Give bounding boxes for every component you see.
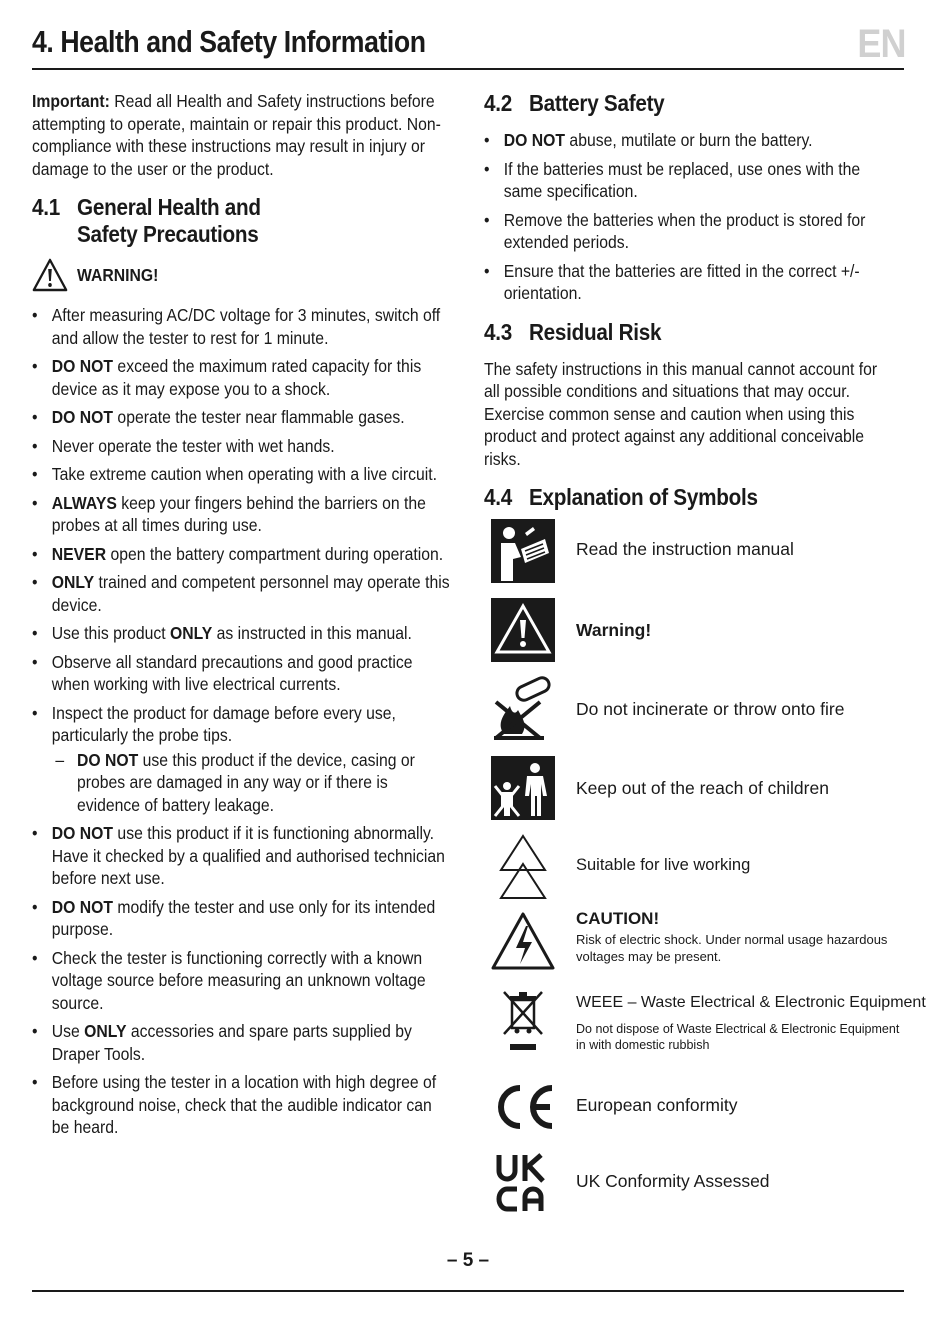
list-item (484, 158, 894, 203)
item-emphasis: DO NOT (503, 130, 566, 150)
caution-line-1: Risk of electric shock. Under normal usage hazardous (576, 931, 888, 947)
symbol-row-ukca (484, 1150, 770, 1216)
caution-text-block (576, 908, 887, 965)
item-text: Remove the batteries when the product is stored for extended periods. (503, 209, 866, 252)
section-title: General Health and Safety Precautions (77, 194, 261, 247)
section-4-2-heading (484, 90, 894, 117)
section-number: 4.4 (484, 484, 512, 510)
precautions-list (32, 304, 450, 1139)
symbol-label: Do not incinerate or throw onto fire (576, 699, 845, 719)
intro-paragraph (32, 90, 450, 180)
read-manual-icon (491, 519, 555, 583)
section-number: 4.1 (32, 194, 60, 220)
item-text: as instructed in this manual. (212, 623, 412, 643)
list-item (484, 209, 894, 254)
warning-triangle-icon (32, 258, 68, 292)
list-item (32, 492, 450, 537)
ukca-mark-icon (493, 1151, 553, 1215)
item-text: exceed the maximum rated capacity for this device as it may expose you to a shock. (51, 356, 422, 399)
list-item (32, 947, 450, 1015)
list-item (32, 406, 450, 429)
section-4-3-heading (484, 319, 894, 346)
item-text: Before using the tester in a location with high degree of background noise, check that the audible indicator can be heard. (51, 1072, 437, 1137)
bottom-divider (32, 1290, 904, 1292)
item-text: modify the tester and use only for its intended purpose. (51, 896, 436, 939)
symbol-label: Keep out of the reach of children (576, 778, 829, 798)
section-number: 4.3 (484, 318, 512, 345)
item-emphasis: DO NOT (51, 407, 114, 427)
list-item (484, 129, 894, 152)
ce-mark-icon (490, 1082, 556, 1132)
item-emphasis: DO NOT (51, 896, 114, 917)
caution-title: CAUTION! (576, 909, 660, 928)
top-divider (32, 68, 904, 70)
item-text: After measuring AC/DC voltage for 3 minutes, switch off and allow the tester to rest for 1 minute. (51, 305, 441, 348)
section-4-4-heading (484, 484, 894, 511)
item-text: Observe all standard precautions and good practice when working with live electrical currents. (51, 651, 413, 694)
item-text: Check the tester is functioning correctly with a known voltage source before measuring an unknown voltage source. (51, 947, 426, 1013)
battery-safety-list (484, 129, 894, 305)
list-item (32, 571, 450, 616)
item-text: accessories and spare parts supplied by Draper Tools. (51, 1021, 412, 1064)
item-text: keep your fingers behind the barriers on the probes at all times during use. (51, 492, 426, 535)
intro-text: Read all Health and Safety instructions before attempting to operate, maintain or repair this product. Non-compliance with these instructions may result in injury or damage to the user or the product. (32, 91, 441, 179)
list-item (32, 896, 450, 941)
section-4-1-heading (32, 194, 450, 248)
item-text: trained and competent personnel may operate this device. (51, 572, 450, 615)
item-text: use this product if the device, casing or probes are damaged in any way or if there is evidence of battery leakage. (77, 749, 415, 815)
list-item (32, 1071, 450, 1139)
item-emphasis: ONLY (169, 623, 213, 643)
item-emphasis: DO NOT (51, 356, 114, 376)
item-text: open the battery compartment during operation. (106, 543, 444, 564)
caution-line-2: voltages may be present. (576, 948, 722, 964)
list-item (32, 435, 450, 458)
symbol-label: UK Conformity Assessed (576, 1171, 770, 1191)
item-text: abuse, mutilate or burn the battery. (565, 130, 813, 150)
item-emphasis: ONLY (51, 572, 95, 592)
list-item (32, 463, 450, 486)
section-title: Explanation of Symbols (529, 484, 758, 510)
list-item (32, 543, 450, 566)
language-badge: EN (857, 22, 906, 66)
warning-sign-icon (491, 598, 555, 662)
residual-risk-text: The safety instructions in this manual cannot account for all possible conditions and situations that may occur. Exercise common sense and caution when using this product and protect against any additional conceivable risks. (484, 358, 878, 469)
keep-away-children-icon (491, 756, 555, 820)
intro-important: Important: (32, 91, 110, 111)
symbol-row-caution (484, 908, 888, 974)
section-number: 4.2 (484, 90, 512, 116)
item-text: operate the tester near flammable gases. (113, 407, 405, 427)
item-emphasis: DO NOT (51, 823, 114, 843)
symbol-label: European conformity (576, 1095, 738, 1115)
symbol-label: Warning! (576, 620, 652, 640)
item-text: use this product if it is functioning abnormally. Have it checked by a qualified and authorised technician before next use. (51, 823, 445, 888)
list-item (32, 651, 450, 696)
item-text: Ensure that the batteries are fitted in the correct +/- orientation. (503, 260, 860, 303)
list-item (32, 304, 450, 349)
symbol-label: Read the instruction manual (576, 539, 794, 559)
symbol-row-ce (484, 1074, 738, 1140)
item-text: Never operate the tester with wet hands. (51, 435, 335, 456)
symbols-table (484, 514, 926, 1214)
weee-title: WEEE – Waste Electrical & Electronic Equipment (576, 994, 926, 1011)
warning-notice (32, 258, 450, 292)
item-text: Use this product (51, 623, 170, 643)
item-emphasis: ALWAYS (51, 492, 117, 513)
list-item (32, 1020, 450, 1065)
sub-list (52, 749, 450, 817)
item-text: Use (51, 1021, 85, 1041)
weee-line-1: Do not dispose of Waste Electrical & Electronic Equipment (576, 1021, 900, 1036)
live-working-icon (498, 834, 548, 900)
section-title: Residual Risk (529, 318, 662, 345)
symbol-row-fire (484, 676, 845, 742)
item-text: Inspect the product for damage before every use, particularly the probe tips. (51, 702, 396, 745)
list-item (32, 355, 450, 400)
item-text: If the batteries must be replaced, use ones with the same specification. (503, 158, 861, 201)
list-item (32, 822, 450, 890)
item-text: Take extreme caution when operating with a live circuit. (51, 464, 438, 484)
symbol-label: Suitable for live working (576, 856, 751, 874)
list-item (32, 702, 450, 817)
right-column (484, 90, 926, 1191)
weee-bin-icon (498, 988, 548, 1054)
symbol-row-live (484, 834, 751, 900)
symbol-row-manual (484, 518, 794, 584)
weee-text-block (576, 992, 926, 1053)
left-column (32, 90, 450, 1145)
page-number: – 5 – (446, 1250, 490, 1271)
section-title: Battery Safety (529, 90, 665, 116)
symbol-row-warning (484, 597, 652, 663)
warning-label: WARNING! (77, 264, 159, 285)
no-fire-icon (490, 676, 556, 742)
sub-list-item (52, 749, 450, 817)
page-title: 4. Health and Safety Information (32, 24, 426, 59)
symbol-row-children (484, 755, 829, 821)
list-item (484, 260, 894, 305)
item-emphasis: DO NOT (77, 749, 139, 770)
weee-line-2: in with domestic rubbish (576, 1037, 710, 1052)
item-emphasis: ONLY (84, 1021, 127, 1041)
symbol-row-weee (484, 988, 926, 1054)
item-emphasis: NEVER (51, 543, 107, 564)
electric-shock-icon (490, 910, 556, 972)
list-item (32, 622, 450, 645)
